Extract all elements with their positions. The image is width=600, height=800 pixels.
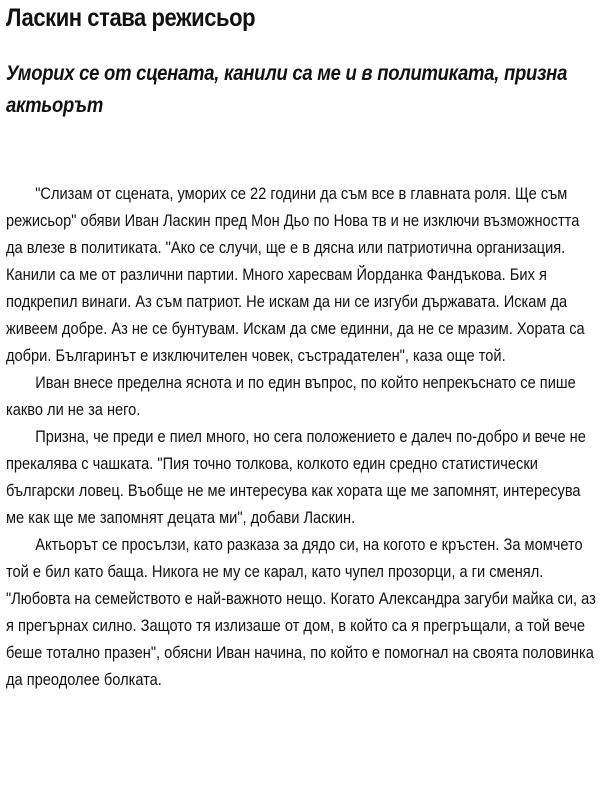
article-paragraph: Иван внесе пределна яснота и по един въпрос, по който непрекъснато се пише какво ли не за него. [6, 373, 576, 419]
article-subtitle: Уморих се от сцената, канили са ме и в политиката, призна актьорът [6, 62, 568, 117]
article-paragraph: "Слизам от сцената, уморих се 22 години да съм все в главната роля. Ще съм режисьор" обяви Иван Ласкин пред Мон Дьо по Нова тв и не изключи възможността да влезе в политиката. "Ако се случи, ще е в дясна или патриотична организация. Канили са ме от различни партии. Много харесвам Йорданка Фандъкова. Бих я подкрепил винаги. Аз съм патриот. Не искам да ни се изгуби държавата. Искам да живеем добре. Аз не се бунтувам. Искам да сме единни, да не се мразим. Хората са добри. Българинът е изключителен човек, състрадателен", каза още той. [6, 184, 585, 365]
article-paragraph: Призна, че преди е пиел много, но сега положението е далеч по-добро и вече не прекалява с чашката. "Пия точно толкова, колкото един средно статистически български ловец. Въобще не ме интересува как хората ще ме запомнят, интересува ме как ще ме запомнят децата ми", добави Ласкин. [6, 427, 586, 527]
article-body [6, 180, 596, 693]
article-title: Ласкин става режисьор [6, 4, 256, 32]
article-paragraph: Актьорът се просълзи, като разказа за дядо си, на когото е кръстен. За момчето той е бил като баща. Никога не му се карал, като чупел прозорци, а ги сменял. "Любовта на семейството е най-важното нещо. Когато Александра загуби майка си, аз я прегърнах силно. Защото тя излизаше от дом, в който са я прегръщали, а той вече беше тотално празен", обясни Иван начина, по който е помогнал на своята половинка да преодолее болката. [6, 535, 596, 689]
